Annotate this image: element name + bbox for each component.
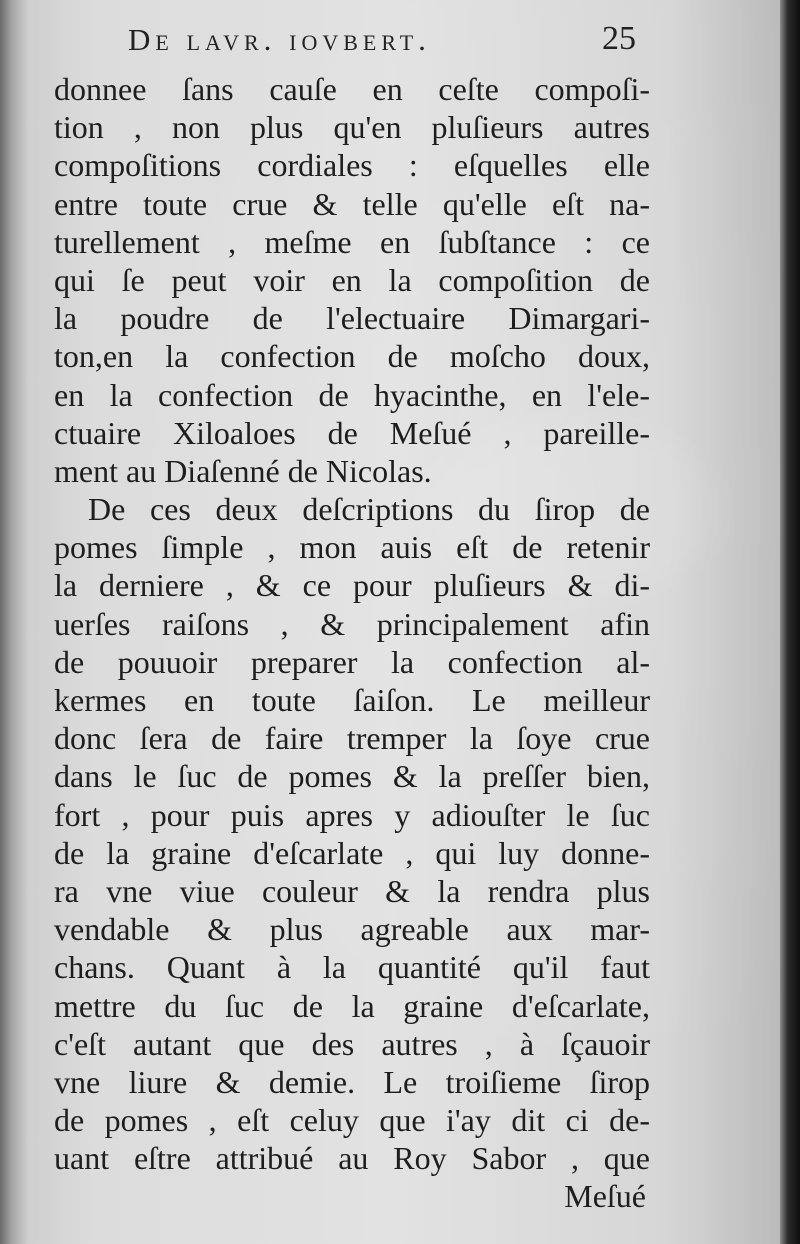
text-line: compoſitions cordiales : eſquelles elle [54, 147, 650, 184]
text-line: Meſué [564, 1178, 646, 1215]
text-line: ment au Diaſenné de Nicolas. [54, 452, 432, 489]
text-line: De ces deux deſcriptions du ſirop de [88, 491, 650, 528]
text-line: kermes en toute ſaiſon. Le meilleur [54, 682, 650, 718]
text-line: de pomes , eſt celuy que i'ay dit ci de- [54, 1102, 650, 1139]
text-line: uant eſtre attribué au Roy Sabor , que [54, 1140, 650, 1177]
text-line: qui ſe peut voir en la compoſition de [54, 261, 650, 298]
text-line: fort , pour puis apres y adiouſter le ſuc [54, 796, 650, 833]
text-line: la derniere , & ce pour pluſieurs & di- [54, 567, 650, 604]
text-line: turellement , meſme en ſubſtance : ce [54, 223, 650, 260]
text-line: mettre du ſuc de la graine d'eſcarlate, [54, 987, 650, 1024]
text-line: de pouuoir preparer la confection al- [54, 643, 650, 680]
text-line: vendable & plus agreable aux mar- [54, 911, 650, 948]
running-head: De lavr. iovbert. [128, 22, 431, 57]
text-line: ctuaire Xiloaloes de Meſué , pareille- [54, 414, 650, 451]
page-header [128, 22, 658, 66]
page-edge-shadow [780, 0, 800, 1244]
body-text [54, 70, 650, 1216]
text-line: tion , non plus qu'en pluſieurs autres [54, 109, 650, 146]
text-line: entre toute crue & telle qu'elle eſt na- [54, 185, 650, 222]
text-line: ra vne viue couleur & la rendra plus [54, 872, 650, 909]
text-line: chans. Quant à la quantité qu'il faut [54, 949, 650, 986]
text-line: la poudre de l'electuaire Dimargari- [54, 300, 650, 337]
gutter-shadow [0, 0, 28, 1244]
text-line: donc ſera de faire tremper la ſoye crue [54, 720, 650, 757]
text-line: donnee ſans cauſe en ceſte compoſi- [54, 71, 650, 107]
text-line: pomes ſimple , mon auis eſt de retenir [54, 529, 650, 566]
text-line: de la graine d'eſcarlate , qui luy donne- [54, 834, 650, 871]
page-number: 25 [602, 20, 636, 57]
text-line: uerſes raiſons , & principalement afin [54, 605, 650, 642]
text-line: en la confection de hyacinthe, en l'ele- [54, 376, 650, 413]
text-line: c'eſt autant que des autres , à ſçauoir [54, 1025, 650, 1062]
text-line: dans le ſuc de pomes & la preſſer bien, [54, 758, 650, 795]
text-line: vne liure & demie. Le troiſieme ſirop [54, 1063, 650, 1100]
text-line: ton,en la confection de moſcho doux, [54, 338, 650, 375]
